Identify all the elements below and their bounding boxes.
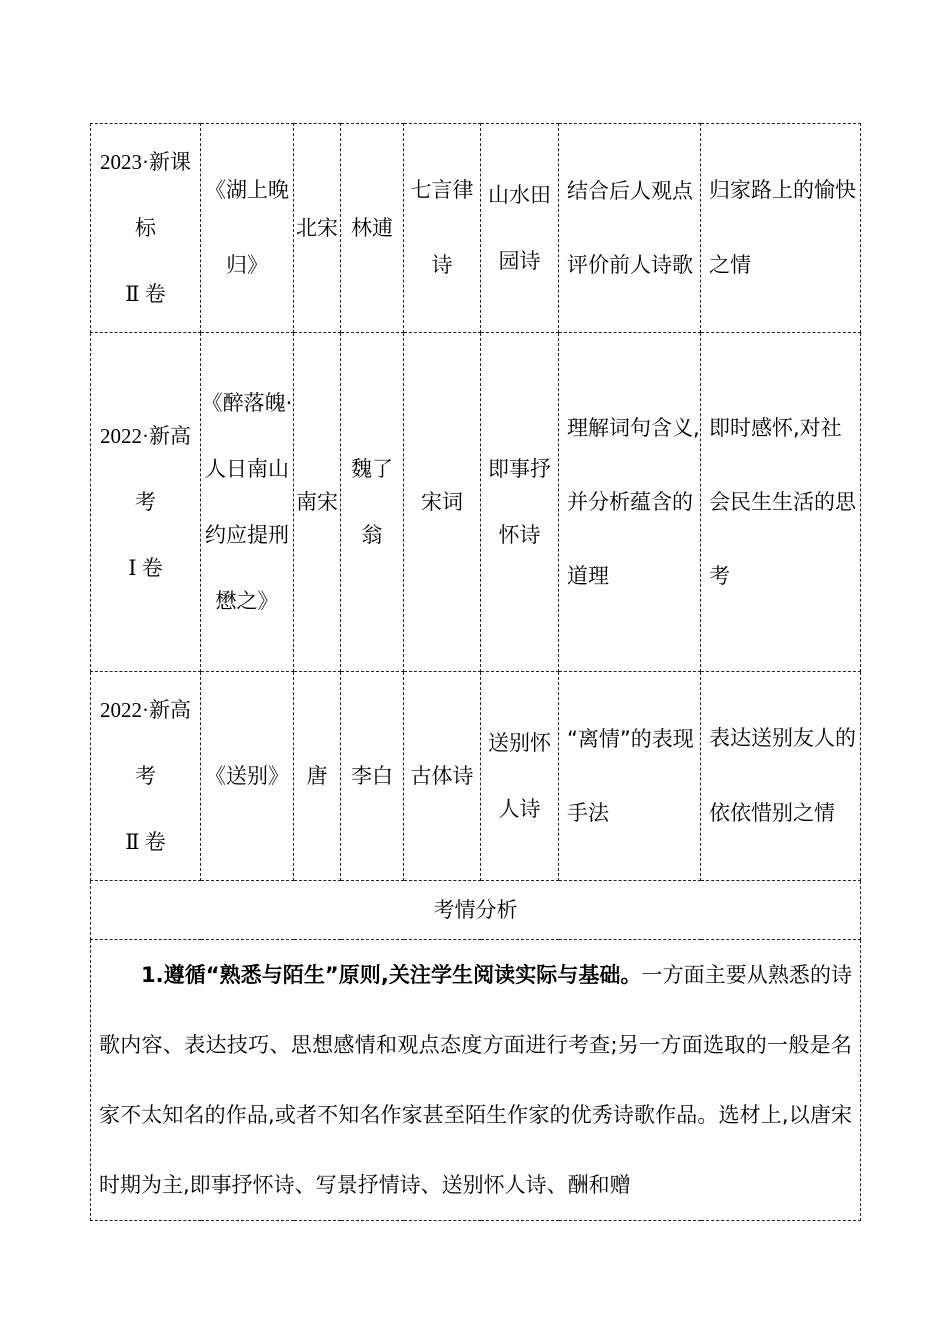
dynasty-cell: 北宋: [294, 124, 341, 333]
poem-title-cell: 《送别》: [201, 672, 294, 881]
poem-type-cell: 即事抒怀诗: [481, 333, 559, 672]
year-text: 2022·新高: [100, 698, 191, 722]
analysis-body: 一方面主要从熟悉的诗歌内容、表达技巧、思想感情和观点态度方面进行考查;另一方面选取的一般是名家不太知名的作品,或者不知名作家甚至陌生作家的优秀诗歌作品。选材上,以唐宋时期为主,即事抒怀诗、写景抒情诗、送别怀人诗、酬和赠: [99, 963, 852, 1197]
paper-volume-text: Ⅱ 卷: [125, 282, 166, 306]
analysis-paragraph: [91, 940, 861, 1221]
author-cell: 林逋: [341, 124, 404, 333]
year-cell: [91, 124, 201, 333]
analysis-lead: 1.遵循“熟悉与陌生”原则,关注学生阅读实际与基础。: [141, 963, 642, 987]
paper-text: 考: [135, 764, 156, 788]
emotion-cell: 归家路上的愉快之情: [701, 124, 861, 333]
emotion-cell: 表达送别友人的依依惜别之情: [701, 672, 861, 881]
genre-cell: 古体诗: [404, 672, 481, 881]
poem-title-cell: 《醉落魄·人日南山约应提刑懋之》: [201, 333, 294, 672]
poem-type-cell: 送别怀人诗: [481, 672, 559, 881]
author-cell: 李白: [341, 672, 404, 881]
table-row: [91, 940, 861, 1221]
exam-table: [90, 123, 861, 1221]
paper-text: 标: [135, 216, 156, 240]
year-cell: [91, 333, 201, 672]
table-row: [91, 672, 861, 881]
table-row: [91, 881, 861, 940]
dynasty-cell: 南宋: [294, 333, 341, 672]
author-cell: 魏了翁: [341, 333, 404, 672]
year-text: 2023·新课: [100, 150, 191, 174]
dynasty-cell: 唐: [294, 672, 341, 881]
paper-volume-text: Ⅰ 卷: [128, 556, 163, 580]
year-cell: [91, 672, 201, 881]
table-row: [91, 124, 861, 333]
paper-volume-text: Ⅱ 卷: [125, 830, 166, 854]
paper-text: 考: [135, 490, 156, 514]
question-cell: 结合后人观点评价前人诗歌: [559, 124, 701, 333]
genre-cell: 宋词: [404, 333, 481, 672]
table-row: [91, 333, 861, 672]
genre-cell: 七言律诗: [404, 124, 481, 333]
year-text: 2022·新高: [100, 424, 191, 448]
poem-type-cell: 山水田园诗: [481, 124, 559, 333]
question-cell: “离情”的表现手法: [559, 672, 701, 881]
emotion-cell: 即时感怀,对社会民生生活的思考: [701, 333, 861, 672]
question-cell: 理解词句含义,并分析蕴含的道理: [559, 333, 701, 672]
poem-title-cell: 《湖上晚归》: [201, 124, 294, 333]
analysis-heading: 考情分析: [91, 881, 861, 940]
